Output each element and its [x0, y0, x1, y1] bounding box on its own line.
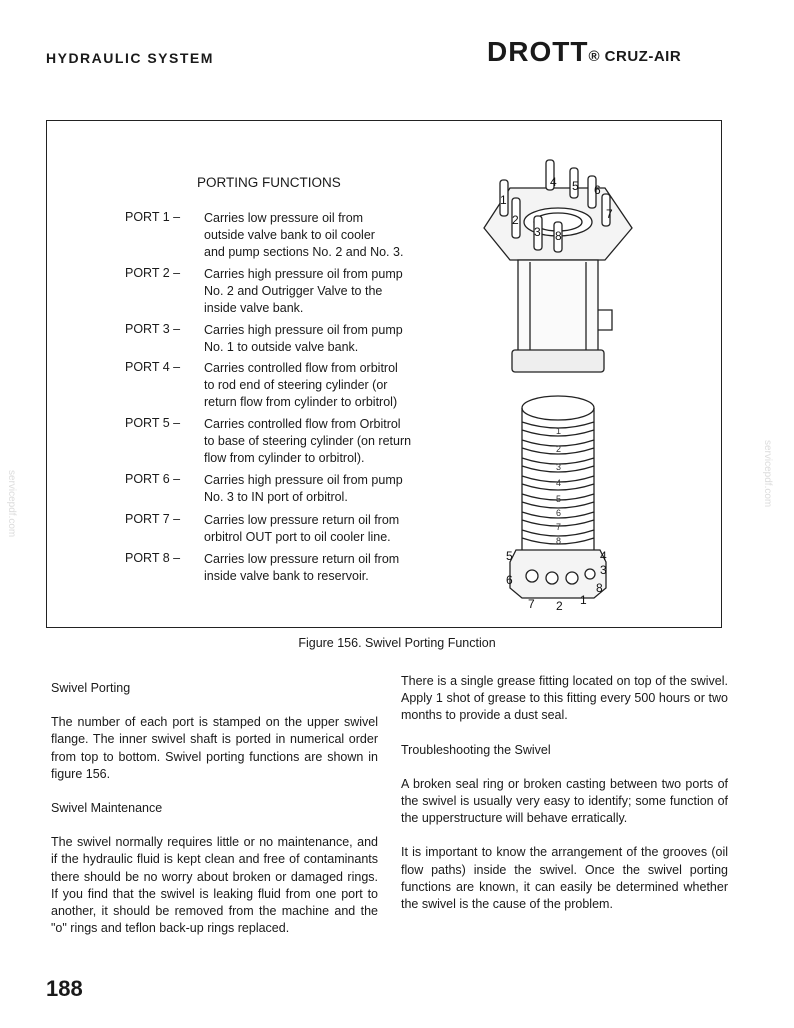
port-desc-line: No. 1 to outside valve bank. [204, 340, 359, 354]
diagram-label: 2 [512, 213, 519, 227]
page-number: 188 [46, 976, 83, 1001]
diagram-label: 8 [555, 229, 562, 243]
watermark-left: servicepdf.com [6, 470, 17, 538]
port-description [204, 472, 464, 506]
port-description [204, 551, 464, 585]
port-label: PORT 5 – [125, 416, 181, 430]
diagram-label: 6 [594, 183, 601, 197]
left-column [51, 680, 378, 937]
diagram-label: 3 [600, 563, 607, 577]
diagram-label: 5 [506, 549, 513, 563]
port-desc-line: to base of steering cylinder (on return [204, 434, 412, 448]
swivel-illustration [470, 150, 650, 620]
paragraph: The swivel normally requires little or no maintenance, and if the hydraulic fluid is kept clean and free of contaminants there should be no worry about broken or damaged rings. If you find that the swivel is leaking fluid from one port to another, it should be removed from the machine and the "o" rings and teflon back-up rings replaced. [51, 835, 378, 936]
port-description [204, 266, 464, 317]
port-desc-line: Carries low pressure return oil from [204, 552, 400, 566]
port-desc-line: No. 3 to IN port of orbitrol. [204, 490, 348, 504]
diagram-label: 8 [596, 581, 603, 595]
shaft-label: 6 [556, 508, 562, 518]
port-label: PORT 7 – [125, 512, 181, 526]
logo-sub: CRUZ-AIR [604, 48, 682, 65]
shaft-label: 7 [556, 522, 562, 532]
figure-title: PORTING FUNCTIONS [197, 175, 341, 190]
port-label: PORT 2 – [125, 266, 181, 280]
diagram-label: 5 [572, 179, 579, 193]
shaft-top [522, 396, 594, 420]
port-description [204, 360, 464, 411]
shaft-label: 8 [556, 536, 562, 546]
port-label: PORT 8 – [125, 551, 181, 565]
diagram-label: 1 [580, 593, 587, 607]
port-desc-line: Carries high pressure oil from pump [204, 323, 403, 337]
diagram-label: 7 [606, 207, 613, 221]
diagram-label: 7 [528, 597, 535, 611]
port-desc-line: to rod end of steering cylinder (or [204, 378, 388, 392]
port-desc-line: Carries controlled flow from Orbitrol [204, 417, 401, 431]
heading-swivel-maintenance: Swivel Maintenance [51, 801, 163, 816]
diagram-label: 4 [550, 175, 557, 189]
port-desc-line: inside valve bank to reservoir. [204, 569, 369, 583]
paragraph: It is important to know the arrangement of the grooves (oil flow paths) inside the swivel. Once the swivel porting functions are known, it can easily be determined whether the swivel is the cause of the problem. [401, 845, 728, 912]
figure-caption: Figure 156. Swivel Porting Function [298, 636, 496, 650]
logo-sub-mark: ® [588, 48, 605, 65]
port-desc-line: Carries controlled flow from orbitrol [204, 361, 398, 375]
paragraph: There is a single grease fitting located on top of the swivel. Apply 1 shot of grease to this fitting every 500 hours or two months to provide a dust seal. [401, 674, 728, 723]
shaft-label: 4 [556, 478, 562, 488]
right-column [401, 673, 728, 913]
port-label: PORT 6 – [125, 472, 181, 486]
port-label: PORT 1 – [125, 210, 181, 224]
shaft-label: 3 [556, 462, 562, 472]
port-description [204, 512, 464, 546]
port-label: PORT 3 – [125, 322, 181, 336]
paragraph: The number of each port is stamped on the upper swivel flange. The inner swivel shaft is ported in numerical order from top to bottom. Swivel porting functions are shown in figure 156. [51, 715, 378, 781]
logo-main: DROTT [487, 36, 589, 67]
diagram-label: 2 [556, 599, 563, 613]
port-desc-line: orbitrol OUT port to oil cooler line. [204, 530, 391, 544]
port-desc-line: outside valve bank to oil cooler [204, 228, 375, 242]
heading-swivel-porting: Swivel Porting [51, 681, 131, 695]
heading-troubleshooting: Troubleshooting the Swivel [401, 742, 551, 757]
port-desc-line: No. 2 and Outrigger Valve to the [204, 284, 383, 298]
port-desc-line: inside valve bank. [204, 301, 304, 315]
brand-logo [487, 38, 681, 66]
paragraph: A broken seal ring or broken casting between two ports of the swivel is usually very easy to identify; some function of the upperstructure will behave erratically. [401, 776, 728, 826]
port-desc-line: and pump sections No. 2 and No. 3. [204, 245, 404, 259]
section-title: HYDRAULIC SYSTEM [46, 50, 214, 66]
port-description [204, 210, 464, 261]
housing-base-ring [512, 350, 604, 372]
watermark-right: servicepdf.com [762, 440, 773, 508]
port-desc-line: Carries high pressure oil from pump [204, 267, 403, 281]
port-desc-line: Carries low pressure oil from [204, 211, 364, 225]
diagram-label: 3 [534, 225, 541, 239]
port-desc-line: Carries low pressure return oil from [204, 513, 400, 527]
shaft-label: 2 [556, 444, 562, 454]
port-label: PORT 4 – [125, 360, 181, 374]
port-description [204, 416, 464, 467]
shaft-label: 1 [556, 426, 562, 436]
diagram-label: 1 [500, 193, 507, 207]
diagram-label: 4 [600, 549, 607, 563]
port-desc-line: flow from cylinder to orbitrol). [204, 451, 365, 465]
port-desc-line: Carries high pressure oil from pump [204, 473, 403, 487]
port-description [204, 322, 464, 356]
shaft-label: 5 [556, 494, 562, 504]
port-desc-line: return flow from cylinder to orbitrol) [204, 395, 398, 409]
diagram-label: 6 [506, 573, 513, 587]
